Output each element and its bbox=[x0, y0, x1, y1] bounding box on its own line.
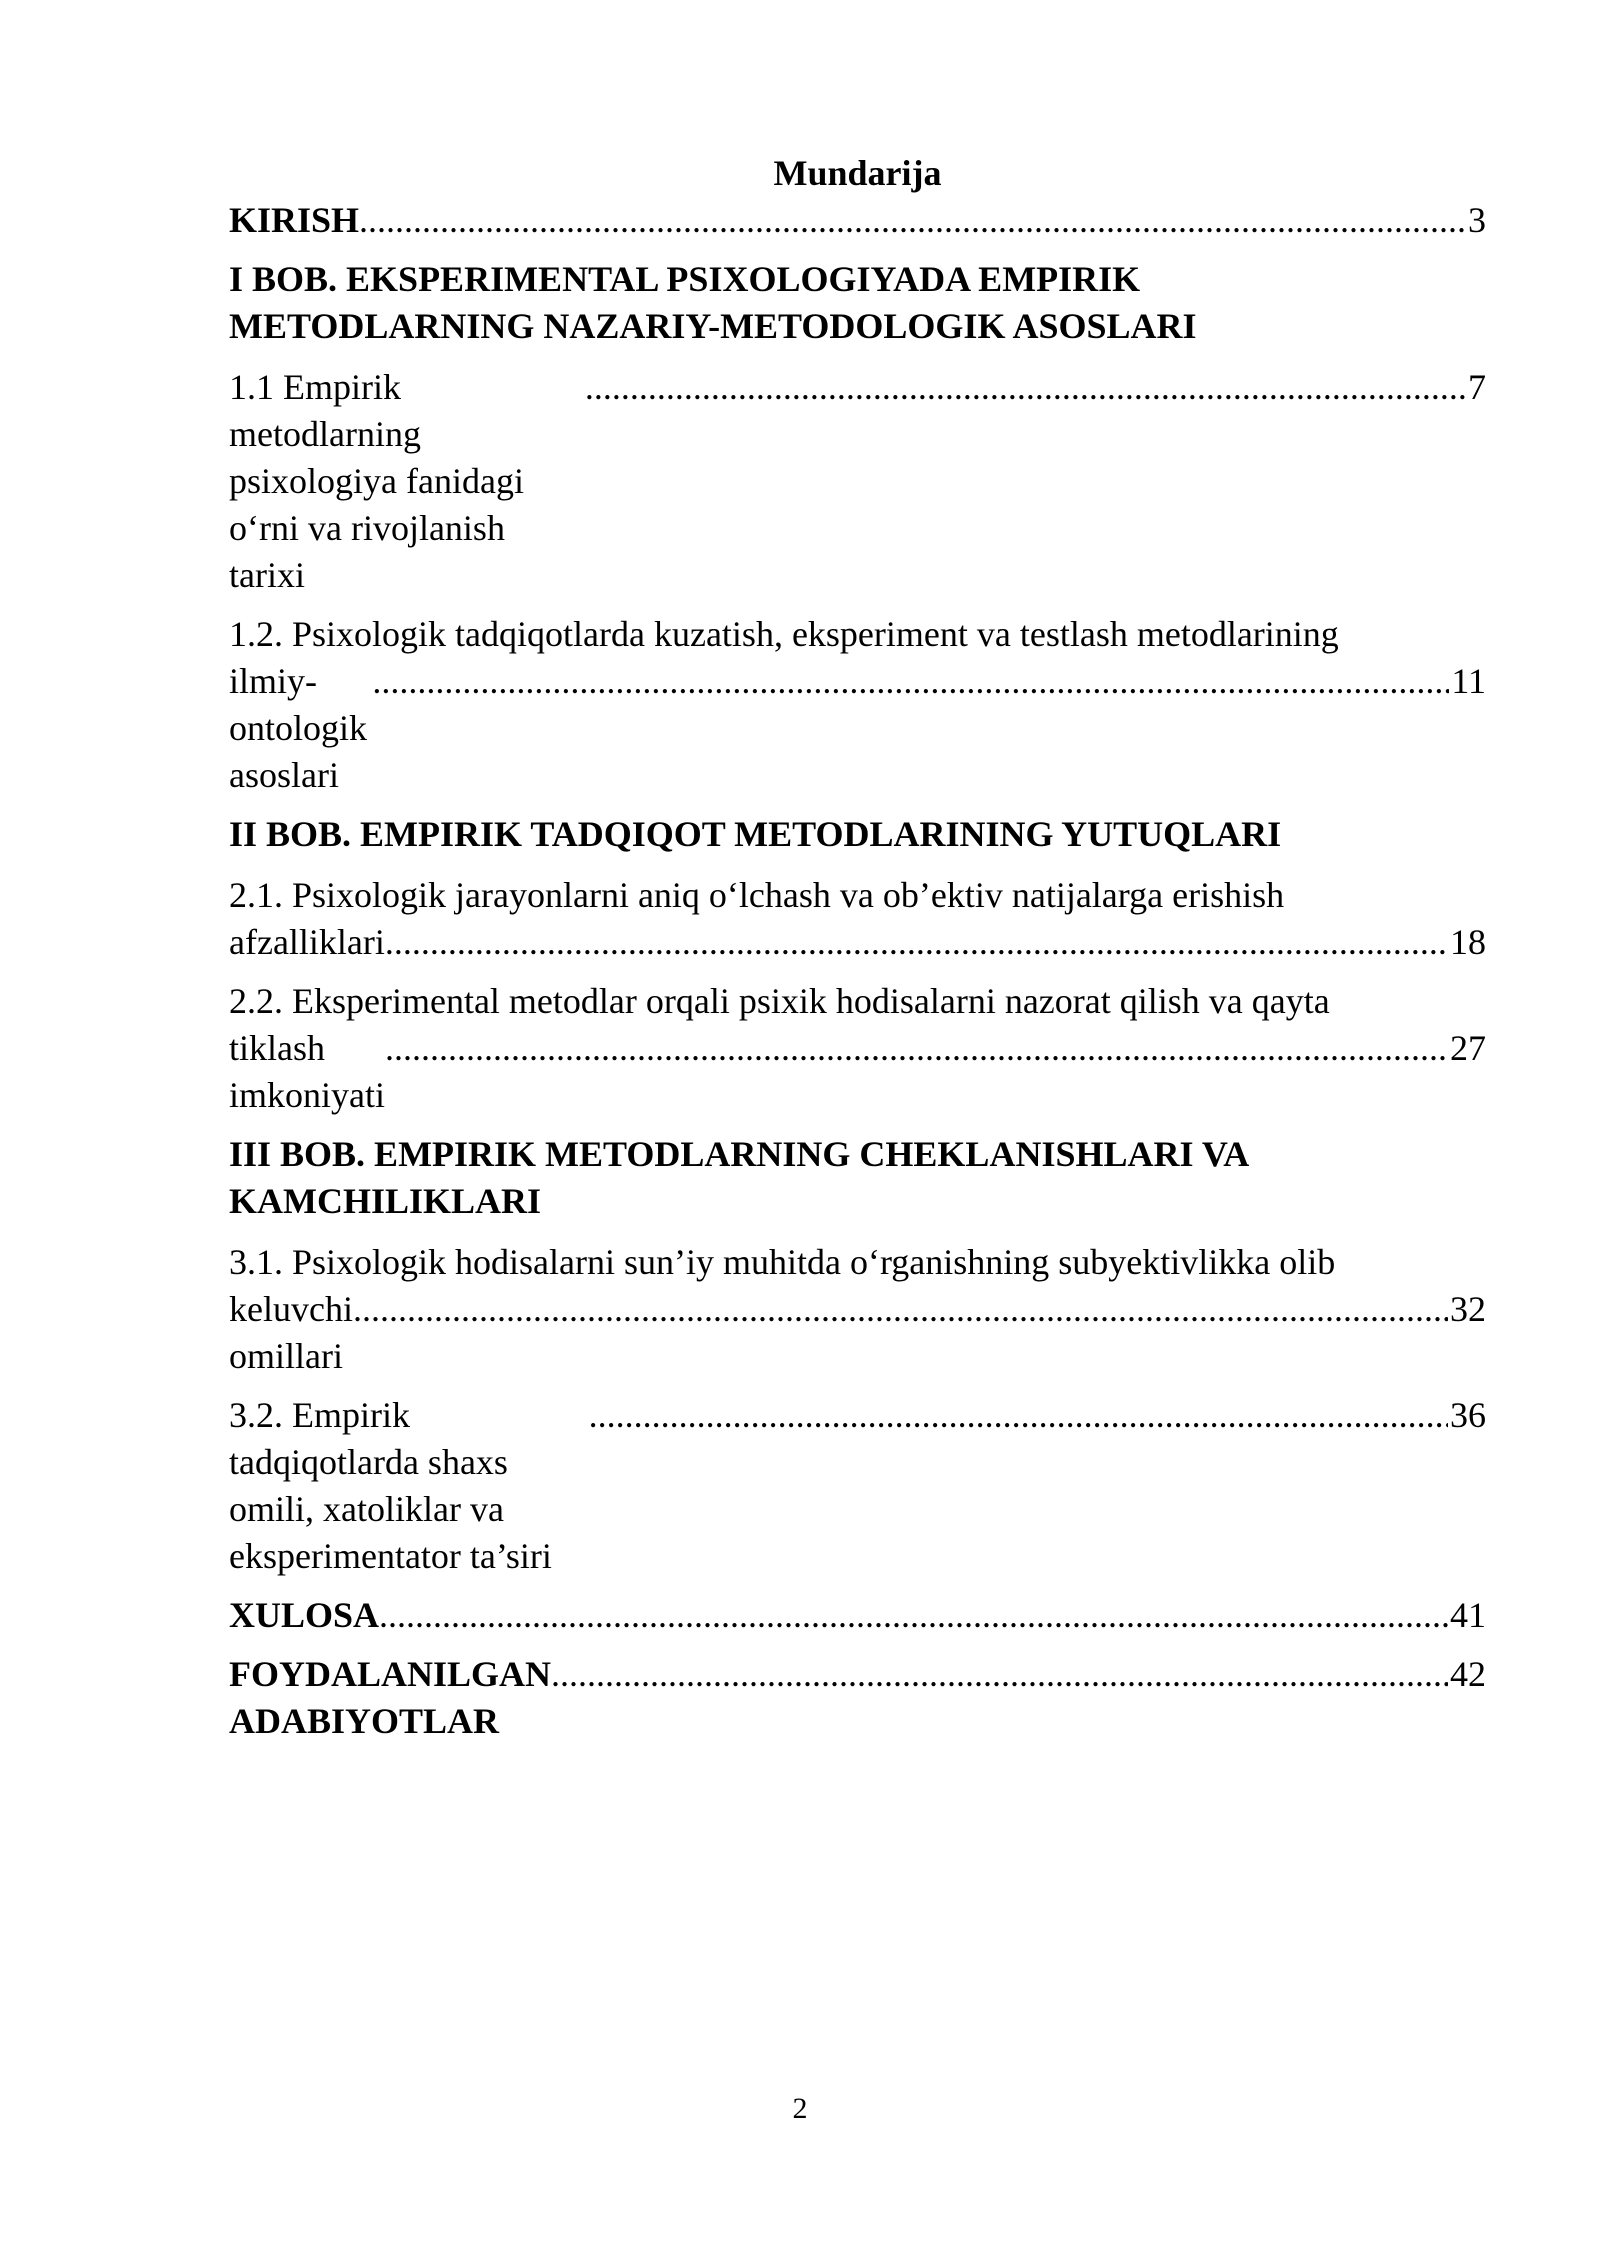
toc-entry-label-line: 1.2. Psixologik tadqiqotlarda kuzatish, eksperiment va testlash metodlarining bbox=[229, 614, 1339, 654]
toc-chapter-line: II BOB. EMPIRIK TADQIQOT METODLARINING YUTUQLARI bbox=[229, 814, 1282, 854]
toc-entry-label: XULOSA bbox=[229, 1595, 380, 1635]
toc-entry-label: 1.1 Empirik metodlarning psixologiya fanidagi o‘rni va rivojlanish tarixi bbox=[229, 367, 524, 595]
toc-chapter-3[interactable] bbox=[229, 1131, 1486, 1225]
toc-chapter-line: I BOB. EKSPERIMENTAL PSIXOLOGIYADA EMPIRIK bbox=[229, 259, 1141, 299]
toc-entry-3-2[interactable] bbox=[229, 1392, 1486, 1580]
toc-chapter-2[interactable] bbox=[229, 811, 1486, 858]
toc-entry-2-2[interactable] bbox=[229, 978, 1486, 1119]
toc-chapter-line: METODLARNING NAZARIY-METODOLOGIK ASOSLARI bbox=[229, 306, 1197, 346]
toc-entry-label: 3.2. Empirik tadqiqotlarda shaxs omili, xatoliklar va eksperimentator ta’siri bbox=[229, 1395, 552, 1576]
dot-leader bbox=[372, 658, 1449, 705]
toc-entry-xulosa[interactable] bbox=[229, 1592, 1486, 1639]
toc-entry-page: 27 bbox=[1450, 1028, 1486, 1068]
toc-entry-page: 3 bbox=[1468, 200, 1486, 240]
toc-chapter-line: KAMCHILIKLARI bbox=[229, 1181, 542, 1221]
toc-entry-label: afzalliklari bbox=[229, 922, 385, 962]
toc-entry-page: 32 bbox=[1450, 1289, 1486, 1329]
dot-leader bbox=[551, 1651, 1448, 1698]
toc-entry-page: 7 bbox=[1468, 367, 1486, 407]
page-number: 2 bbox=[792, 2092, 808, 2125]
toc-entry-kirish[interactable] bbox=[229, 197, 1486, 244]
toc-entry-label: tiklash imkoniyati bbox=[229, 1028, 385, 1115]
dot-leader bbox=[585, 364, 1466, 411]
toc-entry-1-1[interactable] bbox=[229, 364, 1486, 599]
toc-entry-label: ilmiy-ontologik asoslari bbox=[229, 661, 368, 795]
toc-entry-label-line: 3.1. Psixologik hodisalarni sun’iy muhitda o‘rganishning subyektivlikka olib bbox=[229, 1242, 1336, 1282]
toc-entry-2-1[interactable] bbox=[229, 872, 1486, 966]
toc-entry-label-line: 2.2. Eksperimental metodlar orqali psixik hodisalarni nazorat qilish va qayta bbox=[229, 981, 1330, 1021]
toc-entry-page: 18 bbox=[1450, 922, 1486, 962]
toc-entry-page: 41 bbox=[1450, 1595, 1486, 1635]
toc-entry-3-1[interactable] bbox=[229, 1239, 1486, 1380]
dot-leader bbox=[359, 197, 1466, 244]
toc-entry-page: 36 bbox=[1450, 1395, 1486, 1435]
toc-chapter-line: III BOB. EMPIRIK METODLARNING CHEKLANISHLARI VA bbox=[229, 1134, 1250, 1174]
toc-entry-label: FOYDALANILGAN ADABIYOTLAR bbox=[229, 1654, 552, 1741]
toc-entry-label-line: 2.1. Psixologik jarayonlarni aniq o‘lchash va ob’ektiv natijalarga erishish bbox=[229, 875, 1285, 915]
toc-entry-page: 42 bbox=[1450, 1654, 1486, 1694]
dot-leader bbox=[589, 1392, 1448, 1439]
toc-entry-1-2[interactable] bbox=[229, 611, 1486, 799]
dot-leader bbox=[385, 1025, 1448, 1072]
toc-chapter-1[interactable] bbox=[229, 256, 1486, 350]
dot-leader bbox=[353, 1286, 1448, 1333]
toc-entry-page: 11 bbox=[1451, 661, 1486, 701]
toc-title: Mundarija bbox=[773, 153, 942, 193]
dot-leader bbox=[385, 919, 1448, 966]
dot-leader bbox=[379, 1592, 1448, 1639]
table-of-contents bbox=[229, 150, 1486, 1745]
toc-entry-label: KIRISH bbox=[229, 200, 360, 240]
toc-entry-adabiyotlar[interactable] bbox=[229, 1651, 1486, 1745]
toc-entry-label: keluvchi omillari bbox=[229, 1289, 353, 1376]
